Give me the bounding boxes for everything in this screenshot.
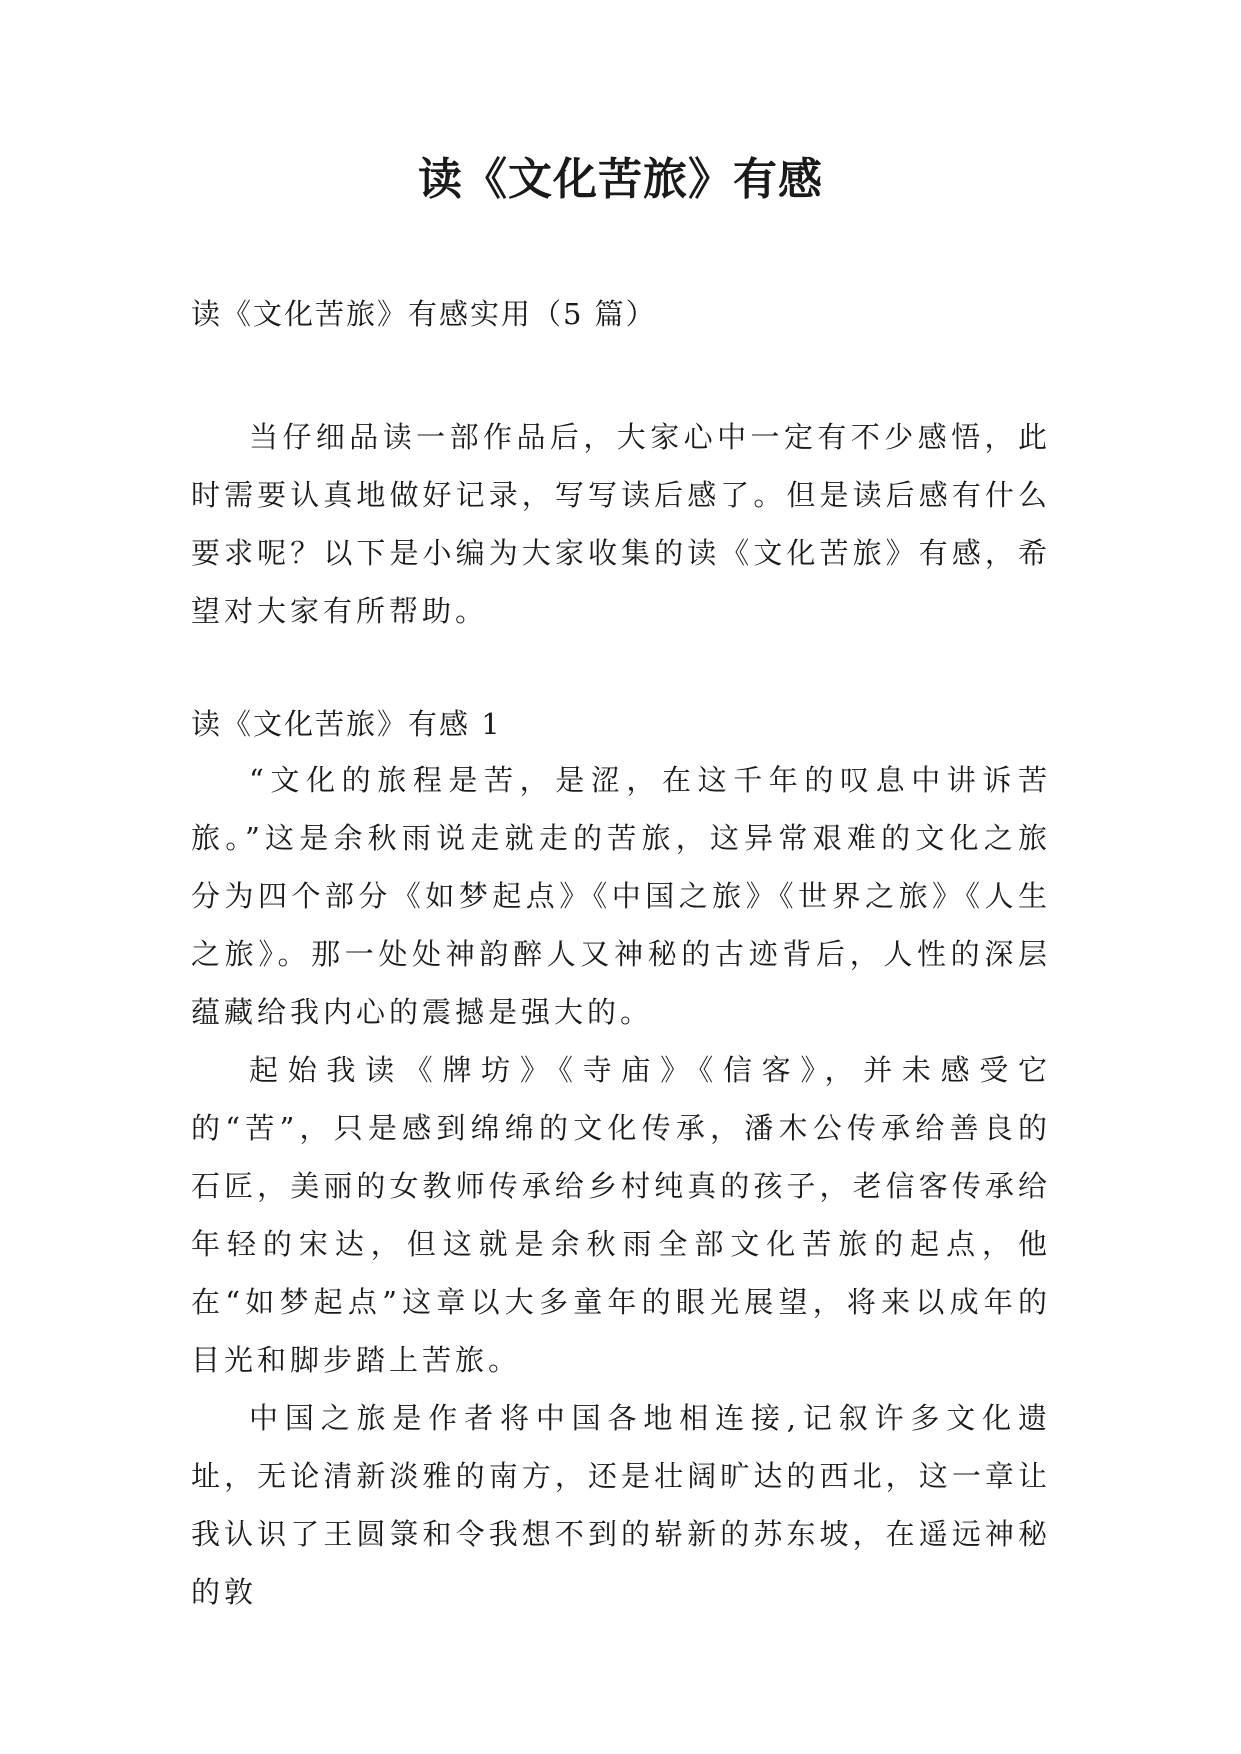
section-body (191, 751, 1051, 1621)
document-subtitle: 读《文化苦旅》有感实用（5 篇） (191, 297, 657, 331)
body-paragraph: 中国之旅是作者将中国各地相连接,记叙许多文化遗址，无论清新淡雅的南方，还是壮阔旷达的西北，这一章让我认识了王圆箓和令我想不到的崭新的苏东坡，在遥远神秘的敦 (191, 1401, 1051, 1609)
body-paragraph: 起始我读《牌坊》《寺庙》《信客》，并未感受它的“苦”，只是感到绵绵的文化传承，潘木公传承给善良的石匠，美丽的女教师传承给乡村纯真的孩子，老信客传承给年轻的宋达，但这就是余秋雨全部文化苦旅的起点，他在“如梦起点”这章以大多童年的眼光展望，将来以成年的目光和脚步踏上苦旅。 (191, 1053, 1051, 1377)
document-title: 读《文化苦旅》有感 (418, 154, 823, 205)
section-heading: 读《文化苦旅》有感 1 (191, 707, 502, 741)
intro-paragraph: 当仔细品读一部作品后，大家心中一定有不少感悟，此时需要认真地做好记录，写写读后感了。但是读后感有什么要求呢？以下是小编为大家收集的读《文化苦旅》有感，希望对大家有所帮助。 (191, 420, 1051, 628)
body-paragraph: “文化的旅程是苦，是涩，在这千年的叹息中讲诉苦旅。”这是余秋雨说走就走的苦旅，这异常艰难的文化之旅分为四个部分《如梦起点》《中国之旅》《世界之旅》《人生之旅》。那一处处神韵醉人又神秘的古迹背后，人性的深层蕴藏给我内心的震撼是强大的。 (191, 763, 1051, 1029)
